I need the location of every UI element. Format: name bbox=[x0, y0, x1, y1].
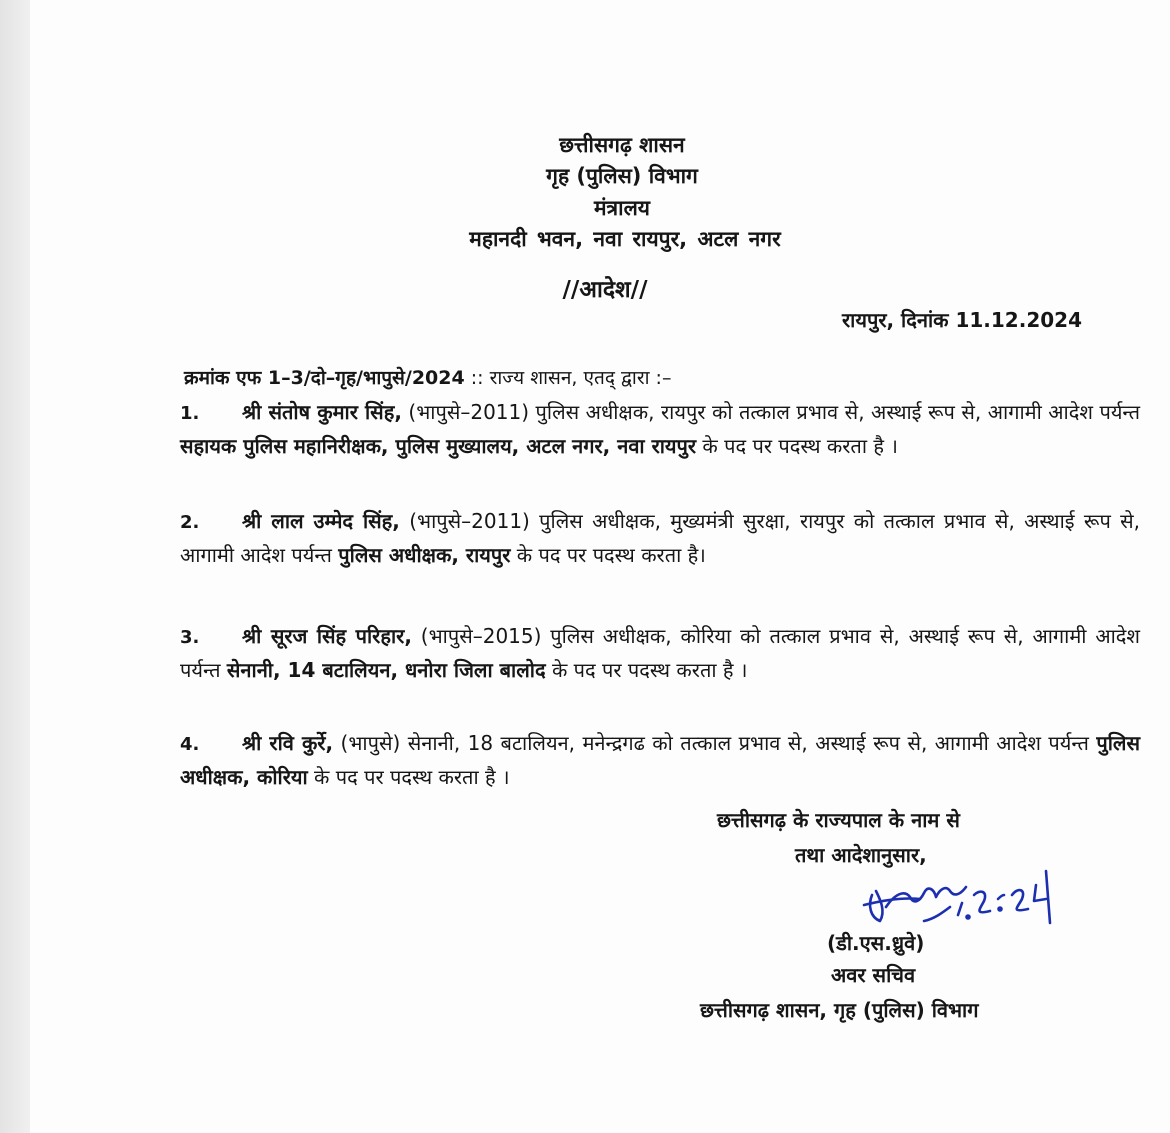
paragraph-text: के पद पर पदस्थ करता है । bbox=[307, 765, 510, 789]
paragraph-number: 1. bbox=[180, 403, 200, 424]
paragraph-text: के पद पर पदस्थ करता है । bbox=[545, 658, 748, 682]
paragraph-text: (भापुसे–2011) पुलिस अधीक्षक, रायपुर को तत्काल प्रभाव से, अस्थाई रूप से, आगामी आदेश पर्यन्त bbox=[401, 400, 1140, 424]
paragraph-number: 2. bbox=[180, 512, 200, 533]
signatory-department: छत्तीसगढ़ शासन, गृह (पुलिस) विभाग bbox=[700, 998, 979, 1022]
order-paragraph bbox=[180, 505, 1140, 572]
officer-name: श्री सूरज सिंह परिहार, bbox=[242, 624, 412, 648]
authority-line: छत्तीसगढ़ के राज्यपाल के नाम से bbox=[717, 808, 960, 832]
order-paragraph bbox=[180, 727, 1140, 794]
header-ministry: मंत्रालय bbox=[593, 196, 650, 220]
authority-line-2: तथा आदेशानुसार, bbox=[795, 843, 927, 867]
posting: सेनानी, 14 बटालियन, धनोरा जिला बालोद bbox=[226, 658, 546, 682]
officer-name: श्री संतोष कुमार सिंह, bbox=[242, 400, 402, 424]
signatory-name: (डी.एस.ध्रुवे) bbox=[827, 931, 925, 955]
scan-edge bbox=[0, 0, 30, 1133]
officer-name: श्री लाल उम्मेद सिंह, bbox=[242, 509, 400, 533]
reference-number: क्रमांक एफ 1–3/दो–गृह/भापुसे/2024 bbox=[184, 367, 465, 389]
document-page bbox=[30, 0, 1170, 1133]
order-date: रायपुर, दिनांक 11.12.2024 bbox=[842, 308, 1082, 332]
paragraph-text: (भापुसे–2015) पुलिस अधीक्षक, कोरिया को तत्काल प्रभाव से, अस्थाई रूप से, आगामी आदेश पर्यन्त bbox=[180, 624, 1140, 682]
posting: पुलिस अधीक्षक, रायपुर bbox=[338, 543, 511, 567]
header-department: गृह (पुलिस) विभाग bbox=[546, 164, 698, 188]
order-paragraph bbox=[180, 396, 1140, 463]
order-paragraph bbox=[180, 620, 1140, 687]
posting: पुलिस अधीक्षक, कोरिया bbox=[180, 731, 1140, 789]
officer-name: श्री रवि कुर्रे, bbox=[242, 731, 334, 755]
paragraph-text: के पद पर पदस्थ करता है। bbox=[510, 543, 706, 567]
reference-line bbox=[184, 364, 671, 390]
paragraph-number: 4. bbox=[180, 734, 200, 755]
reference-text: :: राज्य शासन, एतद् द्वारा :– bbox=[464, 367, 672, 389]
header-address: महानदी भवन, नवा रायपुर, अटल नगर bbox=[469, 227, 781, 251]
header-government: छत्तीसगढ़ शासन bbox=[559, 133, 685, 157]
order-title: //आदेश// bbox=[562, 277, 648, 303]
handwritten-signature bbox=[850, 855, 1060, 935]
posting: सहायक पुलिस महानिरीक्षक, पुलिस मुख्यालय, अटल नगर, नवा रायपुर bbox=[180, 434, 697, 458]
paragraph-text: (भापुसे) सेनानी, 18 बटालियन, मनेन्द्रगढ को तत्काल प्रभाव से, अस्थाई रूप से, आगामी आदेश पर्यन्त bbox=[333, 731, 1097, 755]
paragraph-text: के पद पर पदस्थ करता है । bbox=[696, 434, 898, 458]
paragraph-text: (भापुसे–2011) पुलिस अधीक्षक, मुख्यमंत्री सुरक्षा, रायपुर को तत्काल प्रभाव से, अस्थाई रूप से, आगामी आदेश पर्यन्त bbox=[180, 509, 1141, 567]
signatory-designation: अवर सचिव bbox=[831, 963, 916, 987]
paragraph-number: 3. bbox=[180, 627, 200, 648]
